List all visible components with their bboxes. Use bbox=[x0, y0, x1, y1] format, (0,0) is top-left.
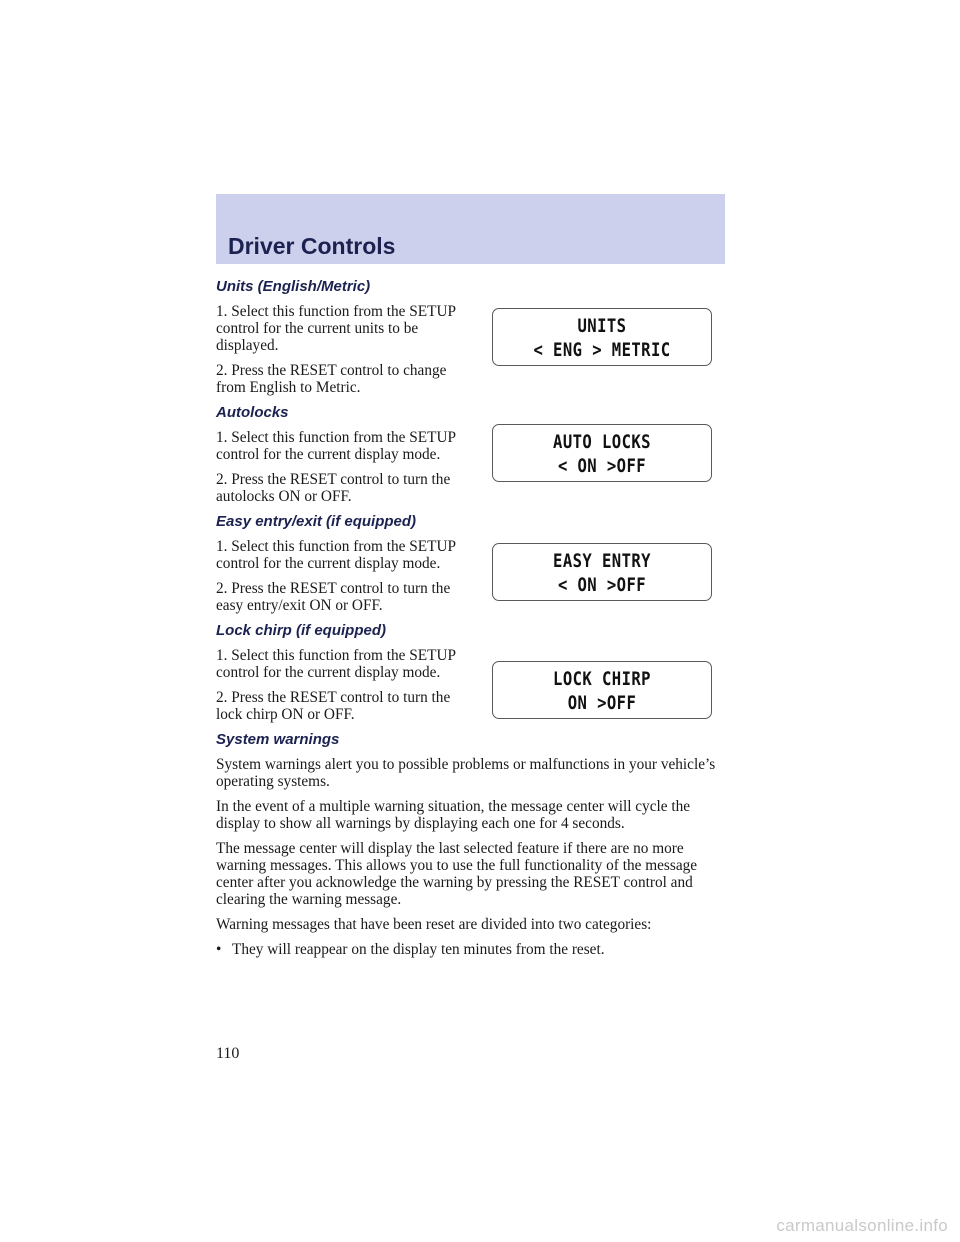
step-text: 2. Press the RESET control to turn the easy entry/exit ON or OFF. bbox=[216, 580, 451, 614]
body-paragraph: System warnings alert you to possible problems or malfunctions in your vehicle’s operating systems. bbox=[216, 756, 716, 790]
section-heading: System warnings bbox=[216, 731, 340, 748]
bullet-text: They will reappear on the display ten minutes from the reset. bbox=[232, 941, 605, 958]
step-text: 2. Press the RESET control to turn the autolocks ON or OFF. bbox=[216, 471, 451, 505]
section-heading: Units (English/Metric) bbox=[216, 278, 371, 295]
section-heading: Autolocks bbox=[216, 404, 289, 421]
page-number: 110 bbox=[216, 1045, 240, 1062]
bullet-item bbox=[216, 941, 716, 958]
watermark: carmanualsonline.info bbox=[776, 1216, 948, 1235]
page-title: Driver Controls bbox=[228, 233, 396, 259]
display-line-2: ON >OFF bbox=[567, 692, 637, 714]
display-line-1: EASY ENTRY bbox=[553, 550, 651, 572]
section-heading: Easy entry/exit (if equipped) bbox=[216, 513, 417, 530]
display-line-2: < ON >OFF bbox=[557, 574, 647, 596]
display-line-1: AUTO LOCKS bbox=[553, 431, 651, 453]
step-text: 2. Press the RESET control to turn the lock chirp ON or OFF. bbox=[216, 689, 451, 723]
display-illustration-lock-chirp bbox=[492, 661, 712, 719]
step-text: 1. Select this function from the SETUP control for the current display mode. bbox=[216, 538, 456, 572]
display-illustration-easy-entry bbox=[492, 543, 712, 601]
display-line-1: UNITS bbox=[577, 315, 627, 337]
display-line-2: < ENG > METRIC bbox=[533, 339, 671, 361]
step-text: 1. Select this function from the SETUP control for the current display mode. bbox=[216, 647, 456, 681]
display-illustration-autolocks bbox=[492, 424, 712, 482]
step-text: 1. Select this function from the SETUP control for the current display mode. bbox=[216, 429, 456, 463]
display-line-2: < ON >OFF bbox=[557, 455, 647, 477]
main-content bbox=[216, 278, 716, 966]
section-system-warnings bbox=[216, 731, 716, 958]
step-text: 1. Select this function from the SETUP control for the current units to be displayed. bbox=[216, 303, 456, 354]
header-band bbox=[216, 194, 725, 264]
display-line-1: LOCK CHIRP bbox=[553, 668, 651, 690]
section-heading: Lock chirp (if equipped) bbox=[216, 622, 387, 639]
step-text: 2. Press the RESET control to change from English to Metric. bbox=[216, 362, 447, 396]
display-illustration-units bbox=[492, 308, 712, 366]
body-paragraph: Warning messages that have been reset are divided into two categories: bbox=[216, 916, 652, 933]
body-paragraph: In the event of a multiple warning situation, the message center will cycle the display to show all warnings by displaying each one for 4 seconds. bbox=[216, 798, 691, 832]
bullet-icon: • bbox=[216, 941, 222, 958]
body-paragraph: The message center will display the last selected feature if there are no more warning messages. This allows you to use the full functionality of the message center after you acknowledge the warning by pressing the RESET control and clearing the warning message. bbox=[216, 840, 698, 908]
